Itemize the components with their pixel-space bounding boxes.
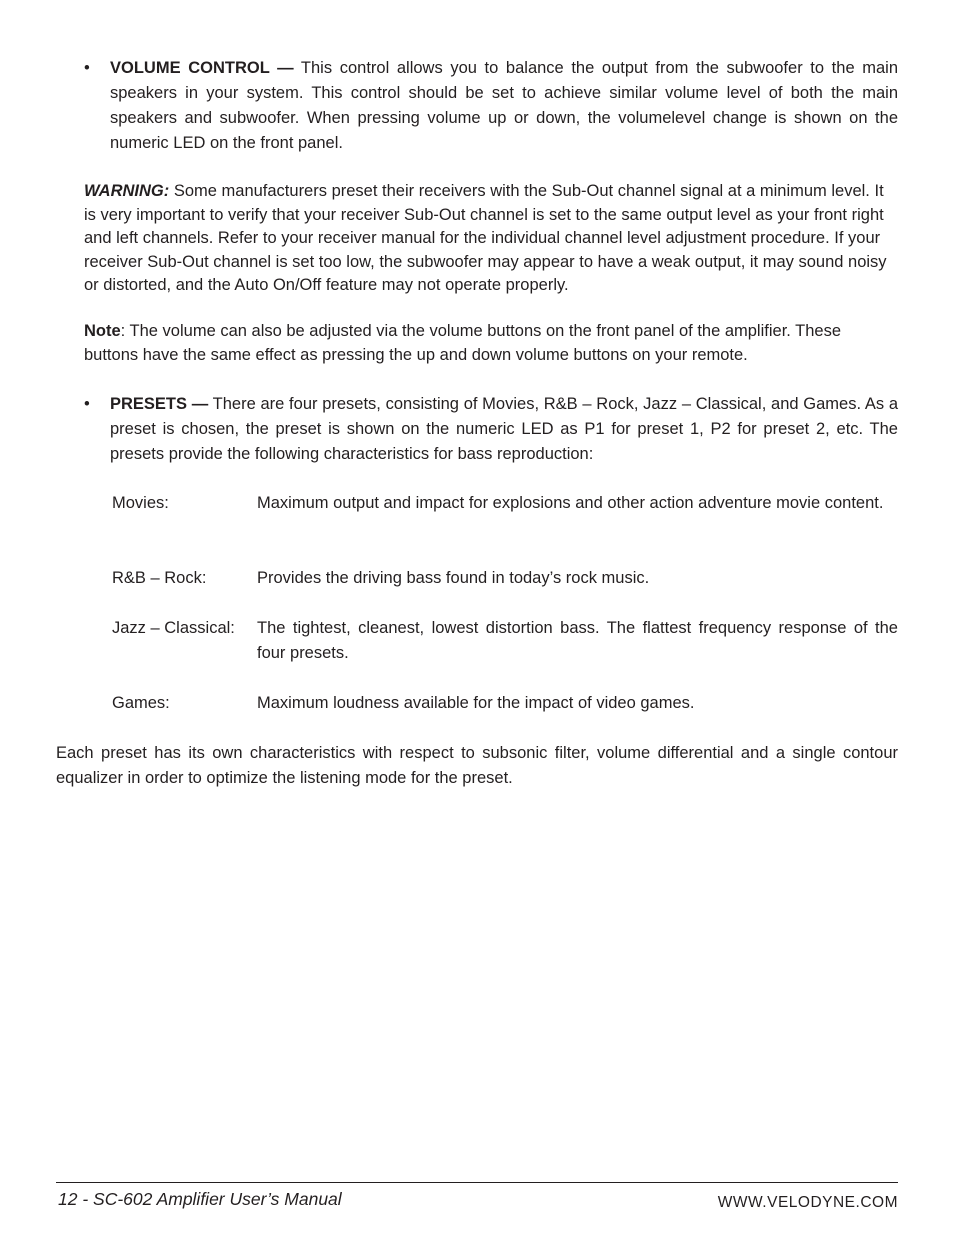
warning-label: WARNING: [84, 182, 170, 200]
volume-control-item [84, 56, 898, 156]
preset-description: Maximum output and impact for explosions and other action adventure movie content. [257, 494, 884, 512]
note-label: Note [84, 322, 121, 340]
preset-name: Jazz – Classical: [112, 619, 235, 637]
volume-control-text: This control allows you to balance the output from the subwoofer to the main speakers in your system. This control should be set to achieve similar volume level of both the main speakers and subwoofer. When pressing volume up or down, the volumelevel change is shown on the numeric LED on the front panel. [110, 59, 899, 152]
preset-description: Provides the driving bass found in today’s rock music. [257, 569, 650, 587]
volume-control-heading: VOLUME CONTROL — [110, 59, 294, 77]
closing-paragraph: Each preset has its own characteristics with respect to subsonic filter, volume differential and a single contour equalizer in order to optimize the listening mode for the preset. [56, 744, 898, 787]
preset-row-games [112, 691, 898, 716]
presets-text: There are four presets, consisting of Movies, R&B – Rock, Jazz – Classical, and Games. As a preset is chosen, the preset is shown on the numeric LED as P1 for preset 1, P2 for preset 2, etc. The presets provide the following characteristics for bass reproduction: [110, 395, 898, 463]
footer-website: WWW.VELODYNE.COM [717, 1194, 898, 1211]
bullet-marker: • [84, 395, 90, 413]
note-paragraph [84, 320, 898, 367]
preset-description: The tightest, cleanest, lowest distortion bass. The flattest frequency response of the four presets. [257, 619, 898, 662]
preset-name: Games: [112, 694, 170, 712]
preset-row-movies [112, 491, 898, 516]
volume-control-paragraph [110, 56, 898, 156]
preset-row-rnb-rock [112, 566, 898, 591]
bullet-marker: • [84, 59, 90, 77]
warning-paragraph [84, 180, 898, 298]
preset-name: Movies: [112, 494, 169, 512]
presets-item [84, 392, 898, 467]
footer-divider [56, 1182, 898, 1183]
preset-name: R&B – Rock: [112, 569, 207, 587]
warning-text: Some manufacturers preset their receivers with the Sub-Out channel signal at a minimum level. It is very important to verify that your receiver Sub-Out channel is set to the same output level as your front right and left channels. Refer to your receiver manual for the individual channel level adjustment procedure. If your receiver Sub-Out channel is set too low, the subwoofer may appear to have a weak output, it may sound noisy or distorted, and the Auto On/Off feature may not operate properly. [84, 182, 887, 294]
presets-heading: PRESETS — [110, 395, 209, 413]
presets-paragraph [110, 392, 898, 467]
preset-row-jazz-classical [112, 616, 898, 666]
preset-description: Maximum loudness available for the impact of video games. [257, 694, 695, 712]
footer-page-title: 12 - SC-602 Amplifier User’s Manual [58, 1189, 342, 1209]
note-text: : The volume can also be adjusted via the volume buttons on the front panel of the amplifier. These buttons have the same effect as pressing the up and down volume buttons on your remote. [84, 322, 842, 364]
